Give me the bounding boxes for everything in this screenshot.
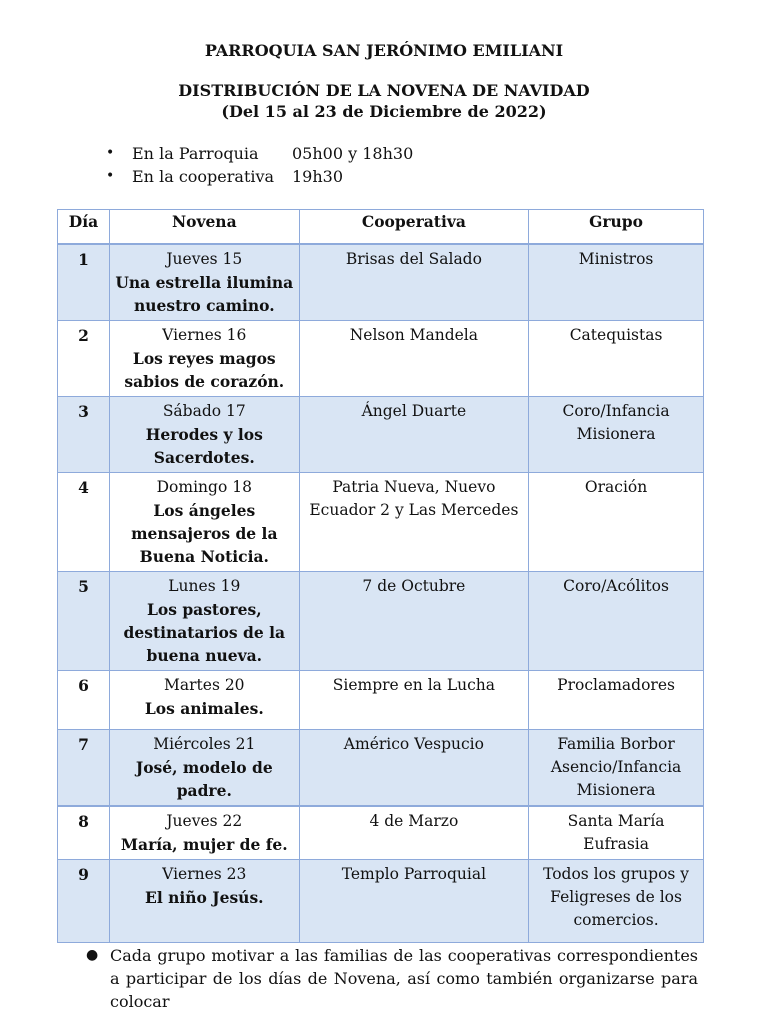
novena-theme: María, mujer de fe.	[120, 835, 288, 854]
novena-date: Domingo 18	[156, 478, 252, 496]
header-cooperative: Cooperativa	[299, 210, 528, 245]
note-text: Cada grupo motivar a las familias de las cooperativas correspondientes a participar de los días de Novena, así como también organizarse para colocar	[110, 946, 698, 1011]
table-row	[58, 244, 704, 321]
group-cell: Catequistas	[529, 321, 704, 397]
cooperative-cell: Ángel Duarte	[299, 397, 528, 473]
table-row	[58, 397, 704, 473]
novena-date: Viernes 16	[162, 326, 247, 344]
novena-cell	[109, 671, 299, 730]
novena-theme: Los reyes magos sabios de corazón.	[124, 349, 285, 391]
novena-cell	[109, 473, 299, 572]
novena-theme: Los pastores, destinatarios de la buena nueva.	[123, 600, 286, 665]
bullet-icon: •	[106, 168, 115, 184]
day-cell: 7	[58, 730, 110, 807]
novena-date: Jueves 22	[166, 812, 243, 830]
header-day: Día	[58, 210, 110, 245]
table-row	[58, 572, 704, 671]
cooperative-cell: Patria Nueva, Nuevo Ecuador 2 y Las Mercedes	[299, 473, 528, 572]
table-row	[58, 321, 704, 397]
bullet-icon: •	[106, 145, 115, 161]
day-cell: 1	[58, 244, 110, 321]
novena-date: Sábado 17	[162, 402, 246, 420]
note-paragraph	[86, 944, 698, 1013]
schedule-time: 05h00 y 18h30	[292, 144, 414, 163]
group-cell: Oración	[529, 473, 704, 572]
novena-cell	[109, 397, 299, 473]
day-cell: 3	[58, 397, 110, 473]
day-cell: 4	[58, 473, 110, 572]
day-cell: 5	[58, 572, 110, 671]
table-row	[58, 806, 704, 860]
group-cell: Proclamadores	[529, 671, 704, 730]
group-cell: Ministros	[529, 244, 704, 321]
schedule-place: En la Parroquia	[132, 144, 259, 163]
schedule-time: 19h30	[292, 167, 344, 186]
table-row	[58, 860, 704, 943]
day-cell: 2	[58, 321, 110, 397]
novena-cell	[109, 244, 299, 321]
day-cell: 8	[58, 806, 110, 860]
day-cell: 9	[58, 860, 110, 943]
novena-date: Martes 20	[164, 676, 245, 694]
novena-date: Lunes 19	[168, 577, 241, 595]
parish-name: PARROQUIA SAN JERÓNIMO EMILIANI	[204, 41, 564, 60]
novena-cell	[109, 806, 299, 860]
novena-cell	[109, 572, 299, 671]
group-cell: Santa María Eufrasia	[529, 806, 704, 860]
group-cell: Coro/Infancia Misionera	[529, 397, 704, 473]
header-group: Grupo	[529, 210, 704, 245]
cooperative-cell: Nelson Mandela	[299, 321, 528, 397]
bullet-icon: ●	[86, 947, 99, 963]
novena-date: Miércoles 21	[153, 735, 256, 753]
novena-theme: Los animales.	[144, 699, 264, 718]
header-novena: Novena	[109, 210, 299, 245]
novena-theme: Una estrella ilumina nuestro camino.	[115, 273, 294, 315]
table-row	[58, 730, 704, 807]
group-cell: Familia Borbor Asencio/Infancia Misionera	[529, 730, 704, 807]
novena-cell	[109, 860, 299, 943]
group-cell: Todos los grupos y Feligreses de los comercios.	[529, 860, 704, 943]
cooperative-cell: 4 de Marzo	[299, 806, 528, 860]
cooperative-cell: 7 de Octubre	[299, 572, 528, 671]
document-subtitle: (Del 15 al 23 de Diciembre de 2022)	[221, 102, 547, 121]
novena-theme: Herodes y los Sacerdotes.	[145, 425, 263, 467]
cooperative-cell: Américo Vespucio	[299, 730, 528, 807]
cooperative-cell: Siempre en la Lucha	[299, 671, 528, 730]
table-header-row	[58, 210, 704, 245]
novena-table	[57, 209, 704, 943]
novena-date: Viernes 23	[162, 865, 247, 883]
day-cell: 6	[58, 671, 110, 730]
novena-theme: Los ángeles mensajeros de la Buena Noticia.	[131, 501, 278, 566]
table-row	[58, 671, 704, 730]
schedule-place: En la cooperativa	[132, 167, 275, 186]
novena-cell	[109, 321, 299, 397]
cooperative-cell: Brisas del Salado	[299, 244, 528, 321]
novena-theme: José, modelo de padre.	[135, 758, 273, 800]
table-row	[58, 473, 704, 572]
document-title: DISTRIBUCIÓN DE LA NOVENA DE NAVIDAD	[178, 81, 590, 100]
cooperative-cell: Templo Parroquial	[299, 860, 528, 943]
novena-cell	[109, 730, 299, 807]
novena-date: Jueves 15	[166, 250, 243, 268]
novena-theme: El niño Jesús.	[145, 888, 264, 907]
group-cell: Coro/Acólitos	[529, 572, 704, 671]
